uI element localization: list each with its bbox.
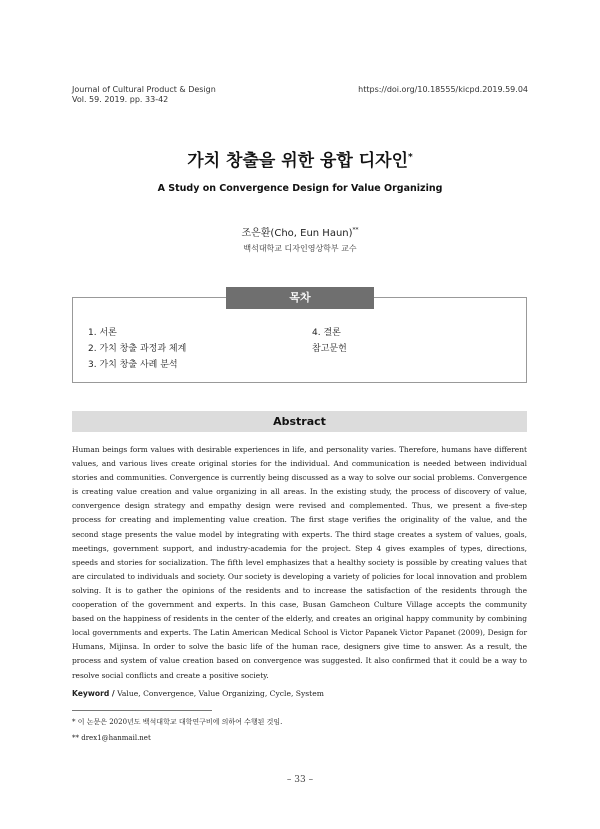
keyword-line xyxy=(72,689,527,698)
footnote-email: ** drex1@hanmail.net xyxy=(72,734,151,742)
toc-item: 1. 서론 xyxy=(88,328,117,338)
paper-title-text: 가치 창출을 위한 융합 디자인 xyxy=(187,151,409,171)
abstract-heading: Abstract xyxy=(72,411,527,432)
toc-item: 참고문헌 xyxy=(312,344,347,354)
title-footnote-mark: * xyxy=(408,152,413,163)
journal-name: Journal of Cultural Product & Design xyxy=(72,85,216,94)
toc-left-column xyxy=(88,325,186,373)
keyword-label: Keyword / xyxy=(72,689,115,698)
toc-heading: 목차 xyxy=(226,287,374,309)
toc-right-column xyxy=(312,325,347,357)
keyword-values: Value, Convergence, Value Organizing, Cycle, System xyxy=(117,689,324,698)
footnote-divider xyxy=(72,710,212,711)
toc-item: 3. 가치 창출 사례 분석 xyxy=(88,360,178,370)
paper-title xyxy=(0,146,600,171)
page-number: – 33 – xyxy=(286,775,314,785)
abstract-body: Human beings form values with desirable experiences in life, and personality varies. Therefore, humans have different values, and various lives create original stories for the individual. And communication is needed between individual stories and communities. Convergence is currently being discussed as a way to solve our social problems. Convergence is creating value creation and value organizing in all areas. In the existing study, the process of discovery of value, convergence design strategy and empathy design were revised and complemented. Thus, we present a five-step process for creating and implementing value creation. The first stage verifies the originality of the value, and the second stage presents the value model by integrating with experts. The third stage creates a system of values, goals, meetings, government support, and industry-academia for the project. Step 4 gives examples of types, directions, speeds and stories for socialization. The fifth level emphasizes that a healthy society is possible by creating values that are circulated to individuals and society. Our society is developing a variety of policies for local innovation and problem solving. It is to gather the opinions of the residents and to increase the satisfaction of the residents through the cooperation of the government and experts. In this case, Busan Gamcheon Culture Village accepts the community based on the happiness of residents in the center of the elderly, and creates an original happy community by combining local governments and experts. The Latin American Medical School is Victor Papanek Victor Papanet (2009), Design for Humans, Mijinsa. In order to solve the basic life of the human race, designers give time to answer. As a result, the process and system of value creation based on convergence was suggested. It also confirmed that it could be a way to resolve social conflicts and create a positive society. xyxy=(72,445,527,680)
journal-volume: Vol. 59. 2019. pp. 33-42 xyxy=(72,95,169,104)
author-footnote-mark: ** xyxy=(352,226,359,234)
author-name: 조은환(Cho, Eun Haun) xyxy=(241,228,353,239)
author-affiliation: 백석대학교 디자인영상학부 교수 xyxy=(243,244,357,253)
toc-item: 2. 가치 창출 과정과 체계 xyxy=(88,344,187,354)
doi-link[interactable]: https://doi.org/10.18555/kicpd.2019.59.04 xyxy=(358,85,528,94)
author-line xyxy=(0,224,600,239)
toc-item: 4. 결론 xyxy=(312,328,341,338)
paper-english-title: A Study on Convergence Design for Value Organizing xyxy=(157,183,443,194)
footnote-funding: * 이 논문은 2020년도 백석대학교 대학연구비에 의하여 수행된 것임. xyxy=(72,718,283,726)
journal-header xyxy=(72,85,216,105)
